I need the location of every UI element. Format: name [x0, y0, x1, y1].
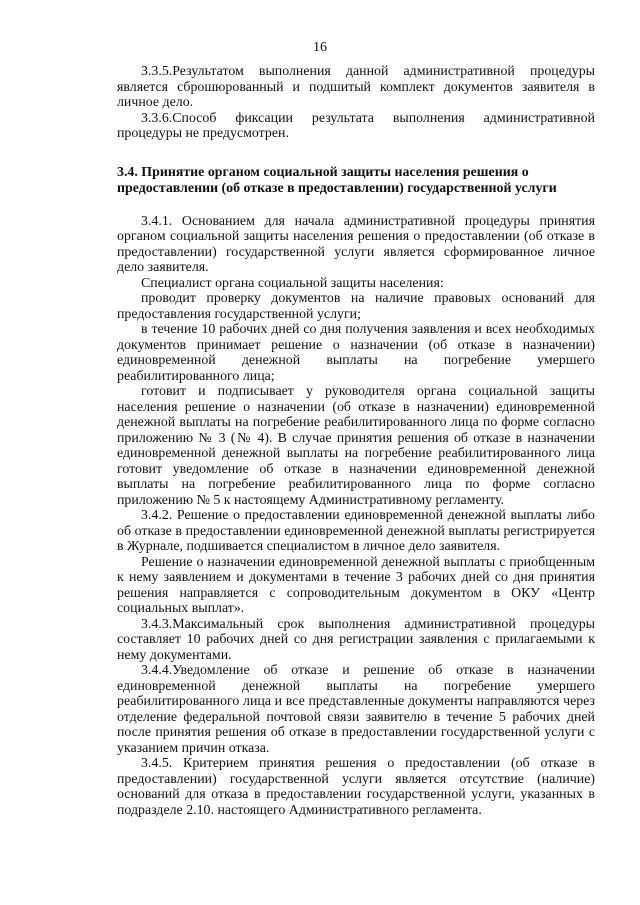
paragraph-3-3-6: 3.3.6.Способ фиксации результата выполнения административной процедуры не предусмотрен.	[117, 110, 595, 141]
paragraph-3-4-3: 3.4.3.Максимальный срок выполнения административной процедуры составляет 10 рабочих дней со дня регистрации заявления с прилагаемыми к нему документами.	[117, 616, 595, 663]
paragraph-3-4-2: 3.4.2. Решение о предоставлении единовременной денежной выплаты либо об отказе в предоставлении единовременной денежной выплаты регистрируется в Журнале, подшивается специалистом в личное дело заявителя.	[117, 508, 595, 554]
document-body	[117, 64, 595, 818]
paragraph-3-4-4: 3.4.4.Уведомление об отказе и решение об отказе в назначении единовременной денежной выплаты на погребение умершего реабилитированного лица и все представленные документы направляются через отделение федеральной почтовой связи заявителю в течение 5 рабочих дней после принятия решения об отказе в предоставлении государственной услуги с указанием причин отказа.	[117, 663, 595, 756]
paragraph-3-4-1: 3.4.1. Основанием для начала административной процедуры принятия органом социальной защиты населения решения о предоставлении (об отказе в предоставлении) государственной услуги является сформированное личное дело заявителя.	[117, 213, 595, 275]
paragraph-3-4-5: 3.4.5. Критерием принятия решения о предоставлении (об отказе в предоставлении) государственной услуги является отсутствие (наличие) оснований для отказа в предоставлении государственной услуги, указанных в подразделе 2.10. настоящего Административного регламента.	[117, 756, 595, 818]
paragraph-check-documents: проводит проверку документов на наличие правовых оснований для предоставления государственной услуги;	[117, 291, 595, 322]
paragraph-decision-10-days: в течение 10 рабочих дней со дня получения заявления и всех необходимых документов принимает решение о назначении (об отказе в назначении) единовременной денежной выплаты на погребение умершего реабилитированного лица;	[117, 322, 595, 384]
paragraph-prepare-sign: готовит и подписывает у руководителя органа социальной защиты населения решение о назначении (об отказе в назначении) единовременной денежной выплаты на погребение реабилитированного лица по форме согласно приложению № 3 (№ 4). В случае принятия решения об отказе в назначении единовременной денежной выплаты на погребение реабилитированного лица готовит уведомление об отказе в назначении единовременной денежной выплаты на погребение реабилитированного лица по форме согласно приложению № 5 к настоящему Административному регламенту.	[117, 384, 595, 508]
paragraph-decision-sent: Решение о назначении единовременной денежной выплаты с приобщенным к нему заявлением и документами в течение 3 рабочих дней со дня принятия решения направляется с сопроводительным документом в ОКУ «Центр социальных выплат».	[117, 554, 595, 616]
page-number: 16	[313, 40, 327, 55]
paragraph-specialist: Специалист органа социальной защиты населения:	[141, 275, 444, 291]
paragraph-3-3-5: 3.3.5.Результатом выполнения данной административной процедуры является сброшюрованный и подшитый комплект документов заявителя в личное дело.	[117, 64, 595, 110]
section-heading-3-4: 3.4. Принятие органом социальной защиты населения решения о предоставлении (об отказе в предоставлении) государственной услуги	[117, 164, 557, 196]
